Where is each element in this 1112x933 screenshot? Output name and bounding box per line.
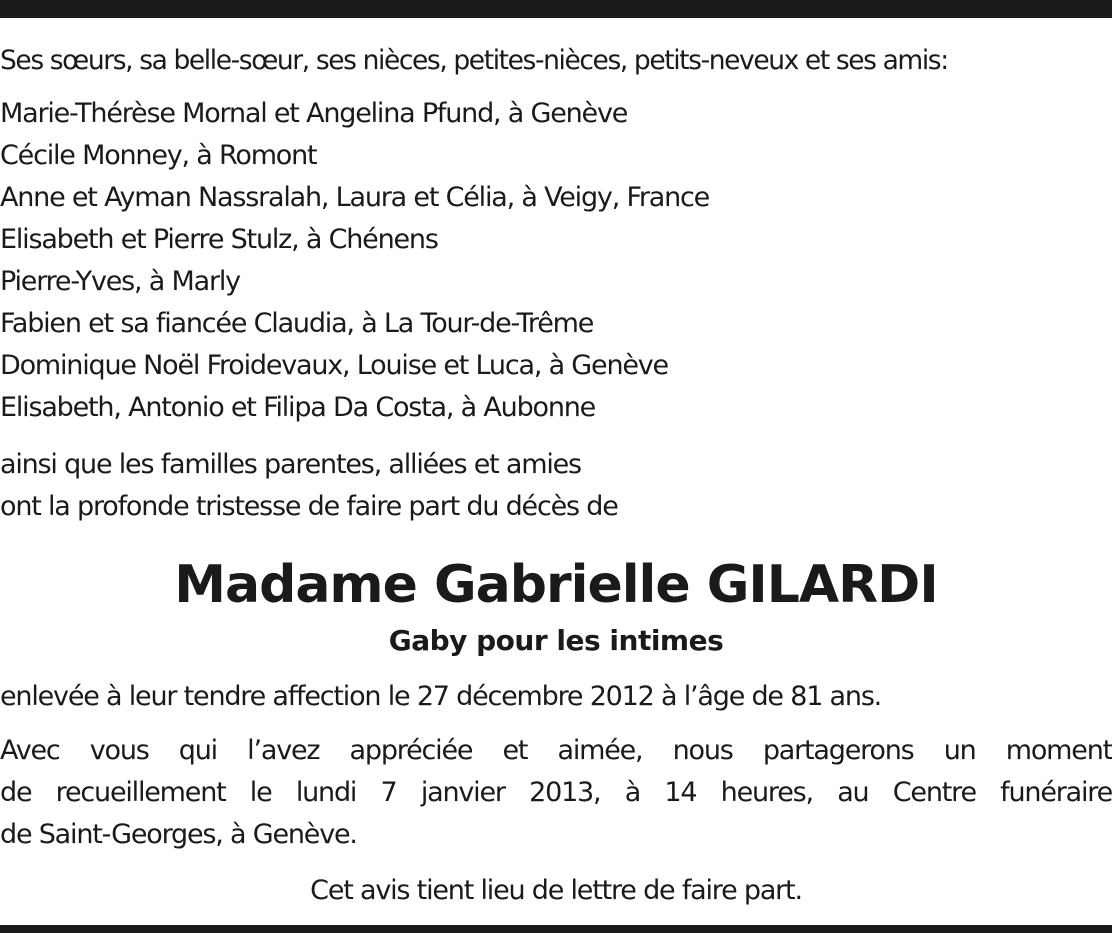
announcement-line: ont la profonde tristesse de faire part du décès de: [0, 491, 618, 522]
family-line: Elisabeth, Antonio et Filipa Da Costa, à Aubonne: [0, 392, 596, 423]
nickname: Gaby pour les intimes: [388, 624, 724, 657]
deceased-name: Madame Gabrielle GILARDI: [174, 555, 938, 615]
family-line: Marie-Thérèse Mornal et Angelina Pfund, à Genève: [0, 98, 628, 129]
closing-line: Cet avis tient lieu de lettre de faire part.: [310, 875, 802, 906]
ceremony-line: Avec vous qui l’avez appréciée et aimée, nous partagerons un moment: [0, 735, 1112, 766]
family-line: Fabien et sa fiancée Claudia, à La Tour-de-Trême: [0, 308, 594, 339]
family-line: Pierre-Yves, à Marly: [0, 266, 240, 297]
intro-line: Ses sœurs, sa belle-sœur, ses nièces, petites-nièces, petits-neveux et ses amis:: [0, 45, 948, 76]
family-line: Anne et Ayman Nassralah, Laura et Célia, à Veigy, France: [0, 182, 710, 213]
ceremony-line: de Saint-Georges, à Genève.: [0, 819, 357, 850]
family-line: Dominique Noël Froidevaux, Louise et Luca, à Genève: [0, 350, 668, 381]
bottom-rule: [0, 925, 1112, 933]
announcement-line: ainsi que les familles parentes, alliées et amies: [0, 449, 581, 480]
passing-line: enlevée à leur tendre affection le 27 décembre 2012 à l’âge de 81 ans.: [0, 681, 882, 712]
family-line: Elisabeth et Pierre Stulz, à Chénens: [0, 224, 438, 255]
ceremony-line: de recueillement le lundi 7 janvier 2013, à 14 heures, au Centre funéraire: [0, 777, 1112, 808]
top-rule: [0, 0, 1112, 18]
family-line: Cécile Monney, à Romont: [0, 140, 317, 171]
